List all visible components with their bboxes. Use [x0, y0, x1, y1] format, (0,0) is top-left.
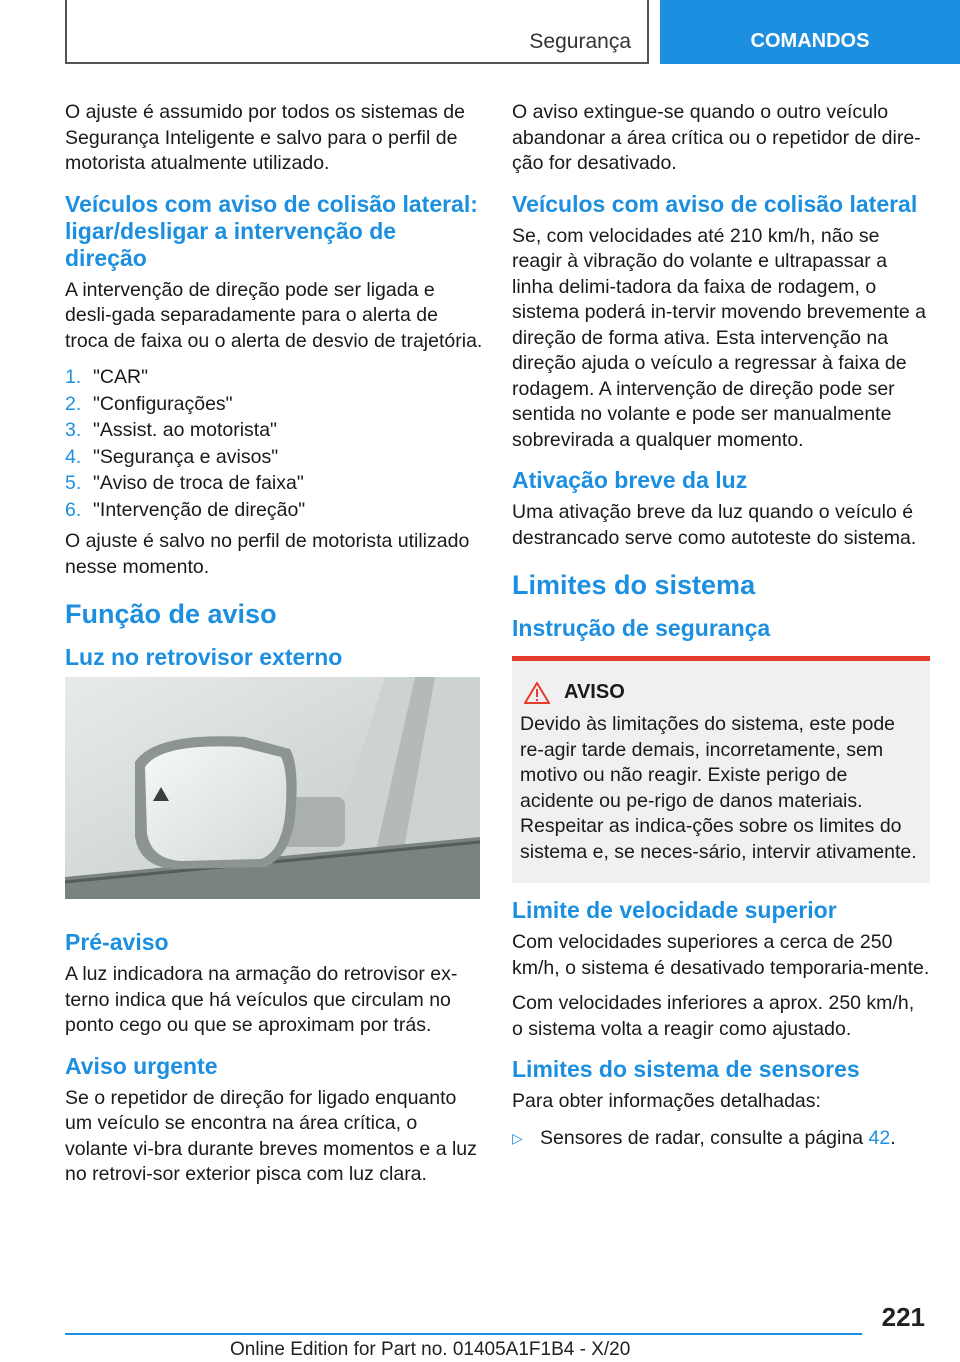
sensor-item-text [540, 1125, 896, 1151]
paragraph-sensores: Para obter informações detalhadas: [512, 1090, 821, 1112]
heading-instrucao: Instrução de segurança [512, 615, 771, 641]
header-section: Segurança [529, 30, 631, 53]
step-item [65, 417, 483, 444]
heading-ativacao: Ativação breve da luz [512, 467, 748, 493]
paragraph-urgente: Se o repetidor de direção for ligado enquanto um veículo se encontra na área crítica, o volante vi‐bra durante breves momentos e a luz no retrovi‐sor exterior pisca com luz clara. [65, 1086, 477, 1185]
paragraph-lateral-2: Se, com velocidades até 210 km/h, não se reagir à vibração do volante e ultrapassar a linha delimi‐tadora da faixa de rodagem, o sistema poderá in‐tervir movendo brevemente a direção de forma ativa. Esta intervenção na direção ajuda o veículo a regressar à faixa de rodagem. A intervenção de direção pode ser sentida no volante e pode ser manualmente sobrevirada a qualquer momento. [512, 224, 927, 451]
heading-preaviso: Pré-aviso [65, 929, 169, 955]
step-item [65, 364, 483, 391]
side-mirror-image [65, 677, 480, 899]
paragraph-velocidade-2: Com velocidades inferiores a aprox. 250 km/h, o sistema volta a reagir como ajustado. [512, 992, 915, 1040]
step-text: "CAR" [93, 366, 149, 388]
sensor-item-end: . [890, 1126, 896, 1149]
footer-divider [65, 1333, 862, 1335]
warning-title: AVISO [564, 681, 625, 703]
warning-box [512, 656, 930, 883]
intro-paragraph: O ajuste é assumido por todos os sistemas de Segurança Inteligente e salvo para o perfil de motorista atualmente utilizado. [65, 101, 465, 174]
paragraph-ativacao: Uma ativação breve da luz quando o veículo é destrancado serve como autoteste do sistema. [512, 501, 917, 549]
warning-text: Devido às limitações do sistema, este pode re‐agir tarde demais, incorretamente, sem motivo ou não reagir. Existe perigo de acidente ou pe‐rigo de danos materiais. Respeitar as indica‐ções sobre os limites do sistema e, se neces‐sário, intervir ativamente. [520, 713, 917, 863]
step-item [65, 391, 483, 418]
step-number: 1. [65, 366, 82, 388]
page-number: 221 [881, 1302, 925, 1332]
heading-sensores: Limites do sistema de sensores [512, 1056, 860, 1082]
footer-text: Online Edition for Part no. 01405A1F1B4 - X/20 [230, 1339, 631, 1360]
warning-triangle-icon [524, 682, 550, 704]
step-text: "Intervenção de direção" [93, 498, 306, 521]
heading-limites: Limites do sistema [512, 570, 756, 600]
step-text: "Aviso de troca de faixa" [93, 472, 304, 494]
sensor-item-label: Sensores de radar, consulte a página [540, 1126, 869, 1149]
page-link[interactable]: 42 [868, 1126, 891, 1149]
left-column [65, 100, 483, 1198]
heading-velocidade: Limite de velocidade superior [512, 897, 837, 923]
header-tab: COMANDOS [660, 0, 960, 64]
paragraph-preaviso: A luz indicadora na armação do retrovisor ex‐terno indica que há veículos que circulam no ponto cego ou que se aproximam por trás. [65, 963, 458, 1036]
bullet-triangle-icon: ▷ [512, 1129, 523, 1146]
paragraph-lateral: A intervenção de direção pode ser ligada e desli‐gada separadamente para o alerta de troca de faixa ou o alerta de desvio de trajetória. [65, 278, 483, 352]
step-item [65, 444, 483, 471]
step-number: 6. [65, 498, 82, 521]
step-item [65, 470, 483, 497]
heading-lateral: Veículos com aviso de colisão lateral: ligar/desligar a intervenção de direção [65, 190, 478, 271]
step-number: 3. [65, 419, 82, 441]
step-text: "Segurança e avisos" [93, 445, 279, 468]
paragraph-saved: O ajuste é salvo no perfil de motorista utilizado nesse momento. [65, 530, 470, 578]
header-box [65, 0, 649, 64]
heading-funcao: Função de aviso [65, 599, 277, 629]
step-text: "Configurações" [93, 392, 233, 415]
right-column [512, 100, 930, 1151]
heading-lateral-2: Veículos com aviso de colisão lateral [512, 190, 918, 217]
step-number: 5. [65, 472, 82, 494]
heading-urgente: Aviso urgente [65, 1052, 218, 1079]
sensor-list-item [512, 1125, 930, 1151]
step-text: "Assist. ao motorista" [93, 419, 277, 441]
step-item [65, 497, 483, 524]
step-number: 2. [65, 392, 82, 415]
steps-list [65, 364, 483, 523]
paragraph-velocidade-1: Com velocidades superiores a cerca de 250 km/h, o sistema é desativado temporaria‐mente. [512, 931, 930, 979]
paragraph-extingue: O aviso extingue-se quando o outro veículo abandonar a área crítica ou o repetidor de dire‐ção for desativado. [512, 101, 921, 174]
step-number: 4. [65, 445, 82, 468]
warning-header [520, 681, 922, 704]
heading-luz: Luz no retrovisor externo [65, 644, 343, 670]
sensor-list [512, 1125, 930, 1151]
